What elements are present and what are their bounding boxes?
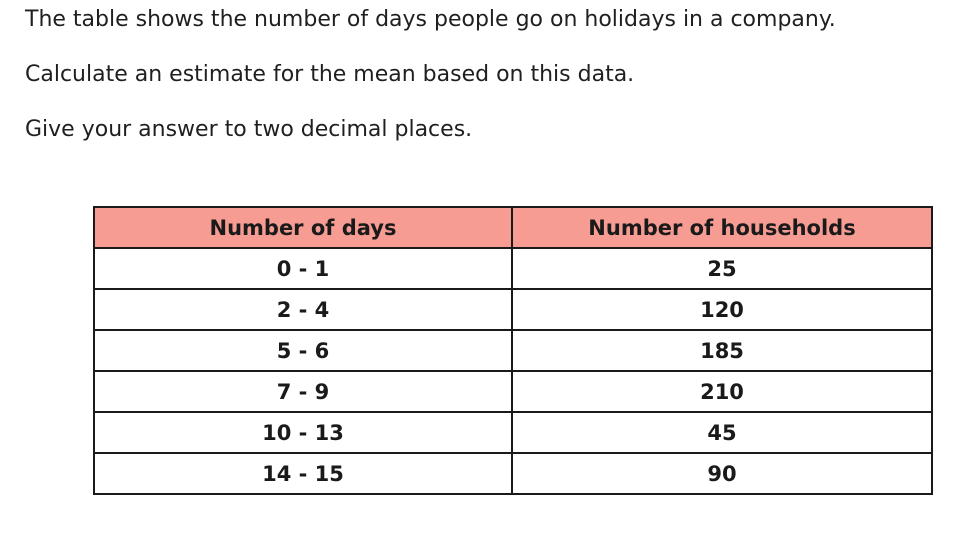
question-line-1: The table shows the number of days people go on holidays in a company. — [25, 7, 836, 32]
households-cell: 45 — [512, 412, 932, 453]
households-cell: 185 — [512, 330, 932, 371]
header-number-of-households: Number of households — [512, 207, 932, 248]
table-header-row — [94, 207, 932, 248]
question-line-3: Give your answer to two decimal places. — [25, 117, 473, 142]
table-row — [94, 289, 932, 330]
question-line-2: Calculate an estimate for the mean based on this data. — [25, 62, 635, 87]
days-cell: 5 - 6 — [94, 330, 512, 371]
table-row — [94, 248, 932, 289]
households-cell: 90 — [512, 453, 932, 494]
question-text — [25, 6, 955, 144]
days-cell: 14 - 15 — [94, 453, 512, 494]
days-cell: 2 - 4 — [94, 289, 512, 330]
frequency-table — [93, 206, 933, 495]
table-row — [94, 453, 932, 494]
header-number-of-days: Number of days — [94, 207, 512, 248]
table-row — [94, 330, 932, 371]
households-cell: 210 — [512, 371, 932, 412]
households-cell: 120 — [512, 289, 932, 330]
days-cell: 0 - 1 — [94, 248, 512, 289]
table-row — [94, 412, 932, 453]
table-row — [94, 371, 932, 412]
days-cell: 10 - 13 — [94, 412, 512, 453]
households-cell: 25 — [512, 248, 932, 289]
days-cell: 7 - 9 — [94, 371, 512, 412]
